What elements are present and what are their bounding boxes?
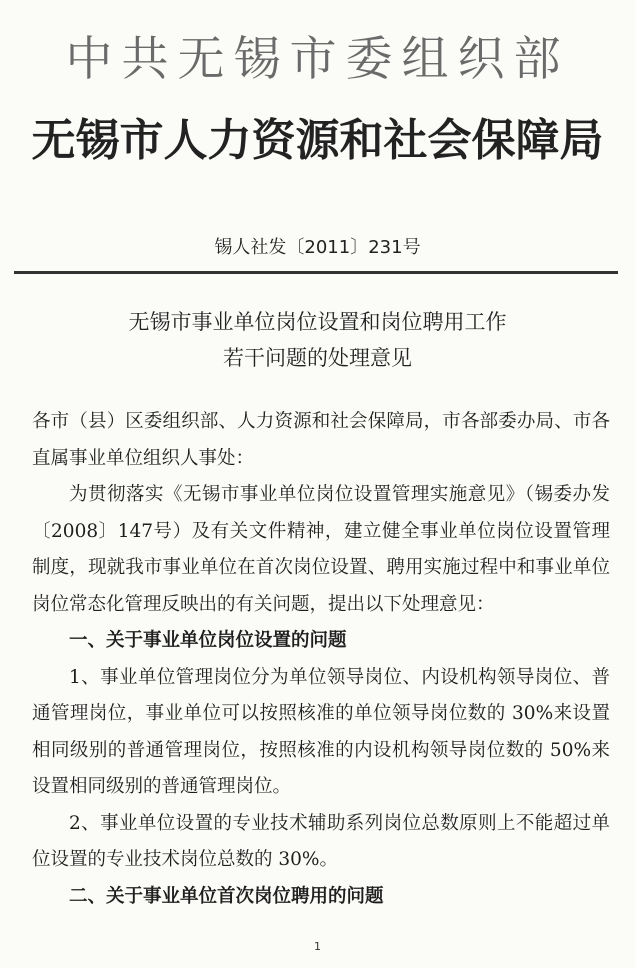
page-number: 1 [314,940,321,953]
salutation: 各市（县）区委组织部、人力资源和社会保障局，市各部委办局、市各直属事业单位组织人事处： [32,411,610,469]
document-title-line-2: 若干问题的处理意见 [223,346,412,370]
intro-paragraph: 为贯彻落实《无锡市事业单位岗位设置管理实施意见》（锡委办发〔2008〕147号）及有关文件精神，建立健全事业单位岗位设置管理制度，现就我市事业单位在首次岗位设置、聘用实施过程中和事业单位岗位常态化管理反映出的有关问题，提出以下处理意见： [32,484,610,615]
document-title-line-1: 无锡市事业单位岗位设置和岗位聘用工作 [128,310,507,334]
item-2-paragraph: 2、事业单位设置的专业技术辅助系列岗位总数原则上不能超过单位设置的专业技术岗位总数的 30%。 [32,812,610,870]
section-heading-1: 一、关于事业单位岗位设置的问题 [69,630,347,651]
item-1-paragraph: 1、事业单位管理岗位分为单位领导岗位、内设机构领导岗位、普通管理岗位，事业单位可以按照核准的单位领导岗位数的 30%来设置相同级别的普通管理岗位，按照核准的内设机构领导岗位数的 50%来设置相同级别的普通管理岗位。 [32,666,610,797]
document-body [32,404,610,915]
section-heading-2: 二、关于事业单位首次岗位聘用的问题 [69,885,384,907]
issuer-line-1: 中共无锡市委组织部 [65,32,570,87]
document-number: 锡人社发〔2011〕231号 [214,237,421,258]
header-divider [14,271,618,274]
issuer-line-2: 无锡市人力资源和社会保障局 [31,115,604,166]
